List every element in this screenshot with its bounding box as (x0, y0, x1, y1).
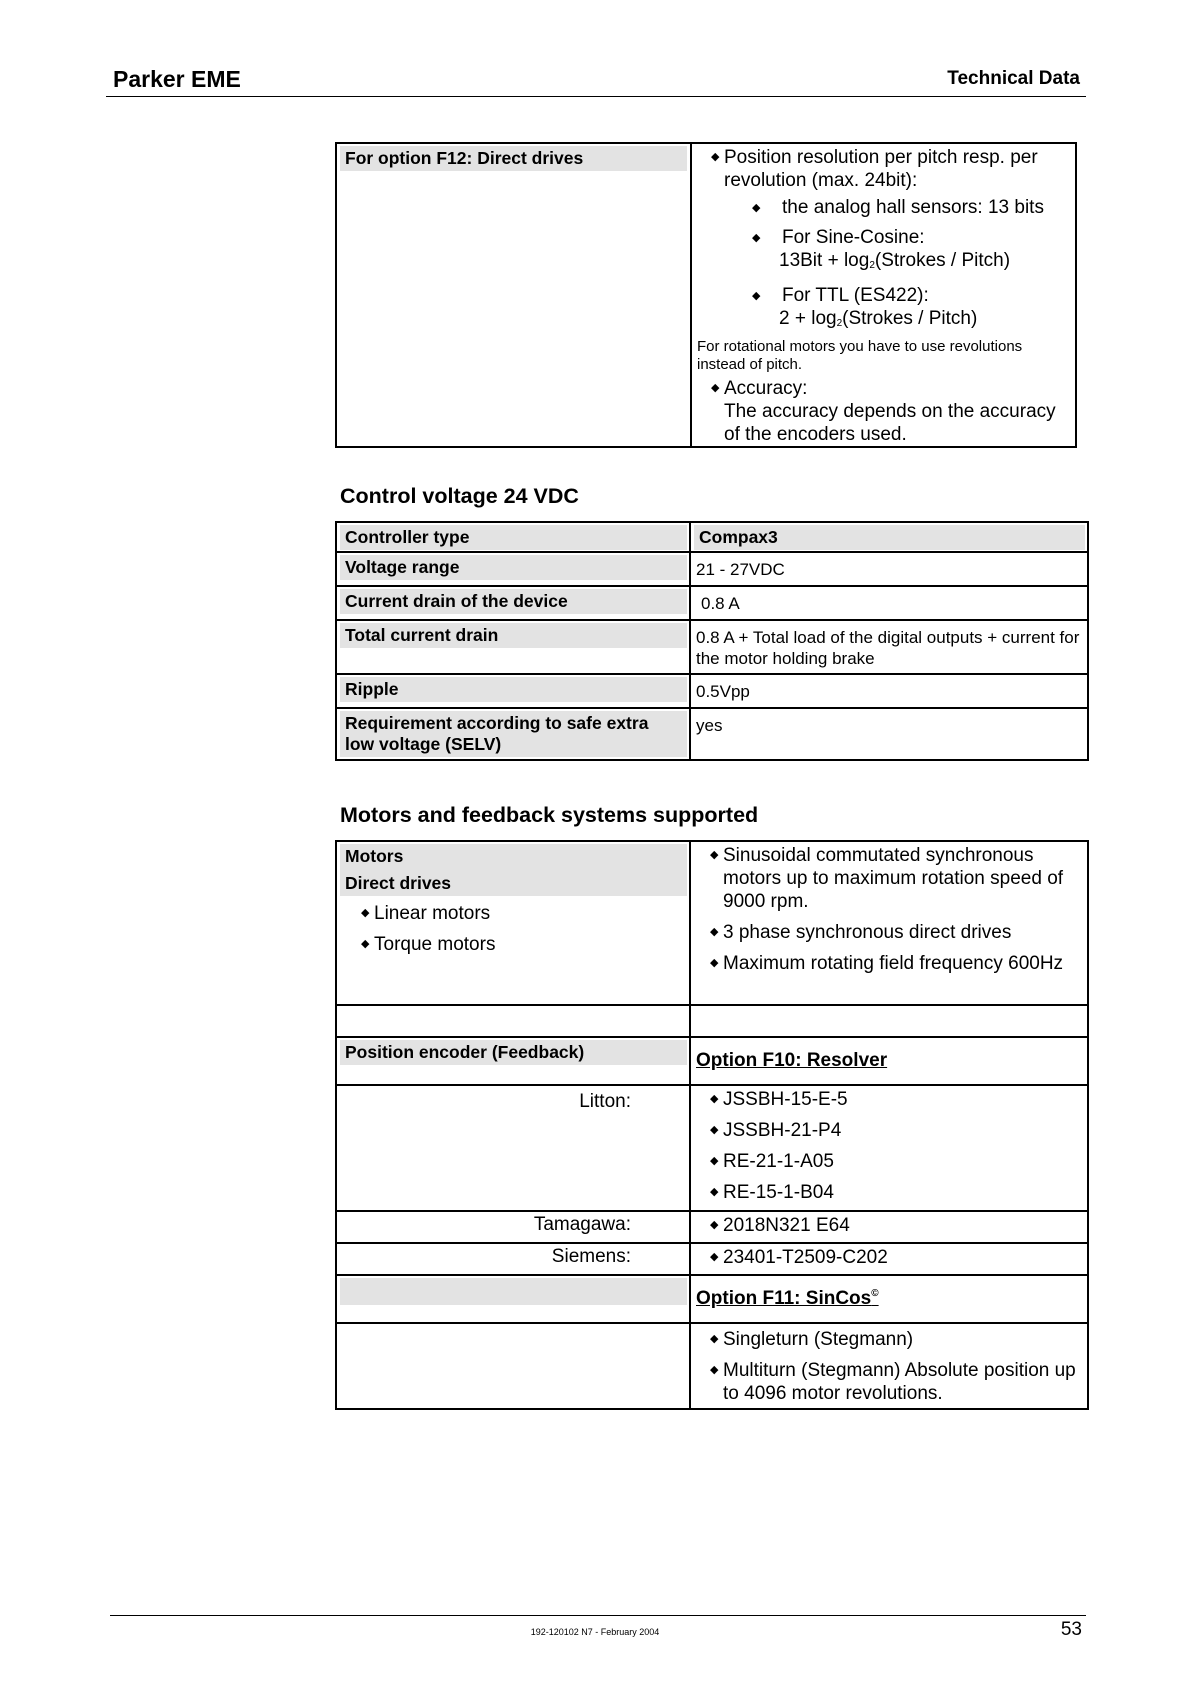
motors-title: Motors and feedback systems supported (340, 803, 759, 827)
list-item: ◆ RE-21-1-A05 (710, 1151, 834, 1172)
table-row (336, 674, 1088, 708)
table-row (336, 1323, 1088, 1409)
list-item: ◆ 3 phase synchronous direct drives (710, 922, 1012, 943)
list-item: ◆ Torque motors (361, 934, 496, 955)
table-row (336, 1085, 1088, 1211)
row-value: 21 - 27VDC (696, 560, 785, 579)
control-voltage-table (335, 521, 1089, 761)
motors-label: Motors (340, 844, 687, 871)
list-item: ◆ Multiturn (Stegmann) Absolute position up to 4096 motor revolutions. (710, 1360, 1076, 1404)
diamond-bullet-icon: ◆ (710, 926, 719, 938)
header-section-title: Technical Data (947, 68, 1080, 89)
table-row (336, 1005, 1088, 1037)
copyright-mark: © (871, 1288, 879, 1299)
diamond-bullet-icon: ◆ (710, 1364, 719, 1376)
list-item: ◆ RE-15-1-B04 (710, 1182, 834, 1203)
row-value: yes (696, 716, 723, 735)
list-item: ◆ 2018N321 E64 (710, 1215, 850, 1236)
list-item: ◆ Singleturn (Stegmann) (710, 1329, 914, 1350)
table-row (336, 1275, 1088, 1323)
diamond-bullet-icon: ◆ (711, 382, 720, 394)
footer-doc-id: 192-120102 N7 - February 2004 (530, 1627, 660, 1637)
f12-label: For option F12: Direct drives (340, 146, 687, 171)
f12-accuracy-text: The accuracy depends on the accuracy of the encoders used. (724, 401, 1056, 445)
list-item: ◆ Maximum rotating field frequency 600Hz (710, 953, 1064, 974)
row-value: 0.5Vpp (696, 682, 750, 701)
direct-drives-label: Direct drives (340, 871, 687, 896)
motors-table (335, 840, 1089, 1410)
list-item: ◆ JSSBH-21-P4 (710, 1120, 842, 1141)
list-item: ◆ Position resolution per pitch resp. per revolution (max. 24bit): (711, 147, 1038, 191)
empty-shaded-label (340, 1278, 687, 1305)
header-divider (106, 96, 1086, 97)
option-f10-heading: Option F10: Resolver (696, 1050, 888, 1071)
list-item: ◆ Sinusoidal commutated synchronous motors up to maximum rotation speed of 9000 rpm. (710, 845, 1064, 912)
litton-label: Litton: (579, 1091, 631, 1112)
formula-text: (Strokes / Pitch) (874, 250, 1011, 271)
row-label: Ripple (340, 677, 687, 702)
list-item: ◆ 23401-T2509-C202 (710, 1247, 888, 1268)
f12-table (335, 142, 1077, 448)
diamond-bullet-icon: ◆ (361, 938, 370, 950)
formula-subscript: 2 (836, 318, 843, 329)
list-item: ◆ For Sine-Cosine: (752, 227, 925, 248)
diamond-bullet-icon: ◆ (710, 1093, 719, 1105)
list-item: ◆ the analog hall sensors: 13 bits (752, 197, 1044, 218)
f12-value-cell (691, 143, 1076, 447)
diamond-bullet-icon: ◆ (710, 1124, 719, 1136)
row-label: Current drain of the device (340, 589, 687, 614)
f12-label-cell (336, 143, 691, 447)
tamagawa-label: Tamagawa: (533, 1214, 631, 1235)
formula-text: 2 + log (779, 308, 837, 329)
diamond-bullet-icon: ◆ (710, 1219, 719, 1231)
row-label: Requirement according to safe extra low voltage (SELV) (340, 711, 687, 757)
list-item: ◆ For TTL (ES422): (752, 285, 929, 306)
diamond-bullet-icon: ◆ (361, 907, 370, 919)
row-value: 0.8 A + Total load of the digital outputs + current for the motor holding brake (696, 628, 1080, 668)
page-number: 53 (1060, 1619, 1082, 1640)
list-item: ◆ JSSBH-15-E-5 (710, 1089, 848, 1110)
diamond-bullet-icon: ◆ (710, 957, 719, 969)
table-row (336, 708, 1088, 760)
table-row (336, 620, 1088, 674)
diamond-bullet-icon: ◆ (710, 1333, 719, 1345)
table-row (336, 1211, 1088, 1243)
list-item: ◆ Linear motors (361, 903, 491, 924)
table-row (336, 522, 1088, 552)
row-label: Voltage range (340, 555, 687, 580)
footer-divider (110, 1615, 1086, 1616)
row-label: Total current drain (340, 623, 687, 648)
feedback-label: Position encoder (Feedback) (340, 1040, 687, 1065)
row-value: Compax3 (694, 525, 1085, 550)
diamond-bullet-icon: ◆ (711, 151, 720, 163)
table-row (336, 1037, 1088, 1085)
table-row (336, 586, 1088, 620)
table-row (336, 841, 1088, 1005)
control-voltage-title: Control voltage 24 VDC (340, 484, 579, 508)
table-row (336, 1243, 1088, 1275)
row-label: Controller type (340, 525, 687, 550)
formula-text: (Strokes / Pitch) (842, 308, 978, 329)
header-company: Parker EME (113, 66, 241, 92)
diamond-bullet-icon: ◆ (752, 202, 761, 214)
f12-note: For rotational motors you have to use revolutions instead of pitch. (697, 338, 1023, 373)
diamond-bullet-icon: ◆ (752, 232, 761, 244)
diamond-bullet-icon: ◆ (710, 1155, 719, 1167)
diamond-bullet-icon: ◆ (710, 1251, 719, 1263)
diamond-bullet-icon: ◆ (752, 290, 761, 302)
table-row (336, 552, 1088, 586)
list-item: ◆ Accuracy: (711, 378, 808, 399)
diamond-bullet-icon: ◆ (710, 1186, 719, 1198)
formula-text: 13Bit + log (779, 250, 870, 271)
diamond-bullet-icon: ◆ (710, 849, 719, 861)
formula-subscript: 2 (869, 260, 875, 271)
row-value: 0.8 A (701, 594, 740, 613)
siemens-label: Siemens: (551, 1246, 631, 1267)
option-f11-heading: Option F11: SinCos© (696, 1288, 879, 1309)
